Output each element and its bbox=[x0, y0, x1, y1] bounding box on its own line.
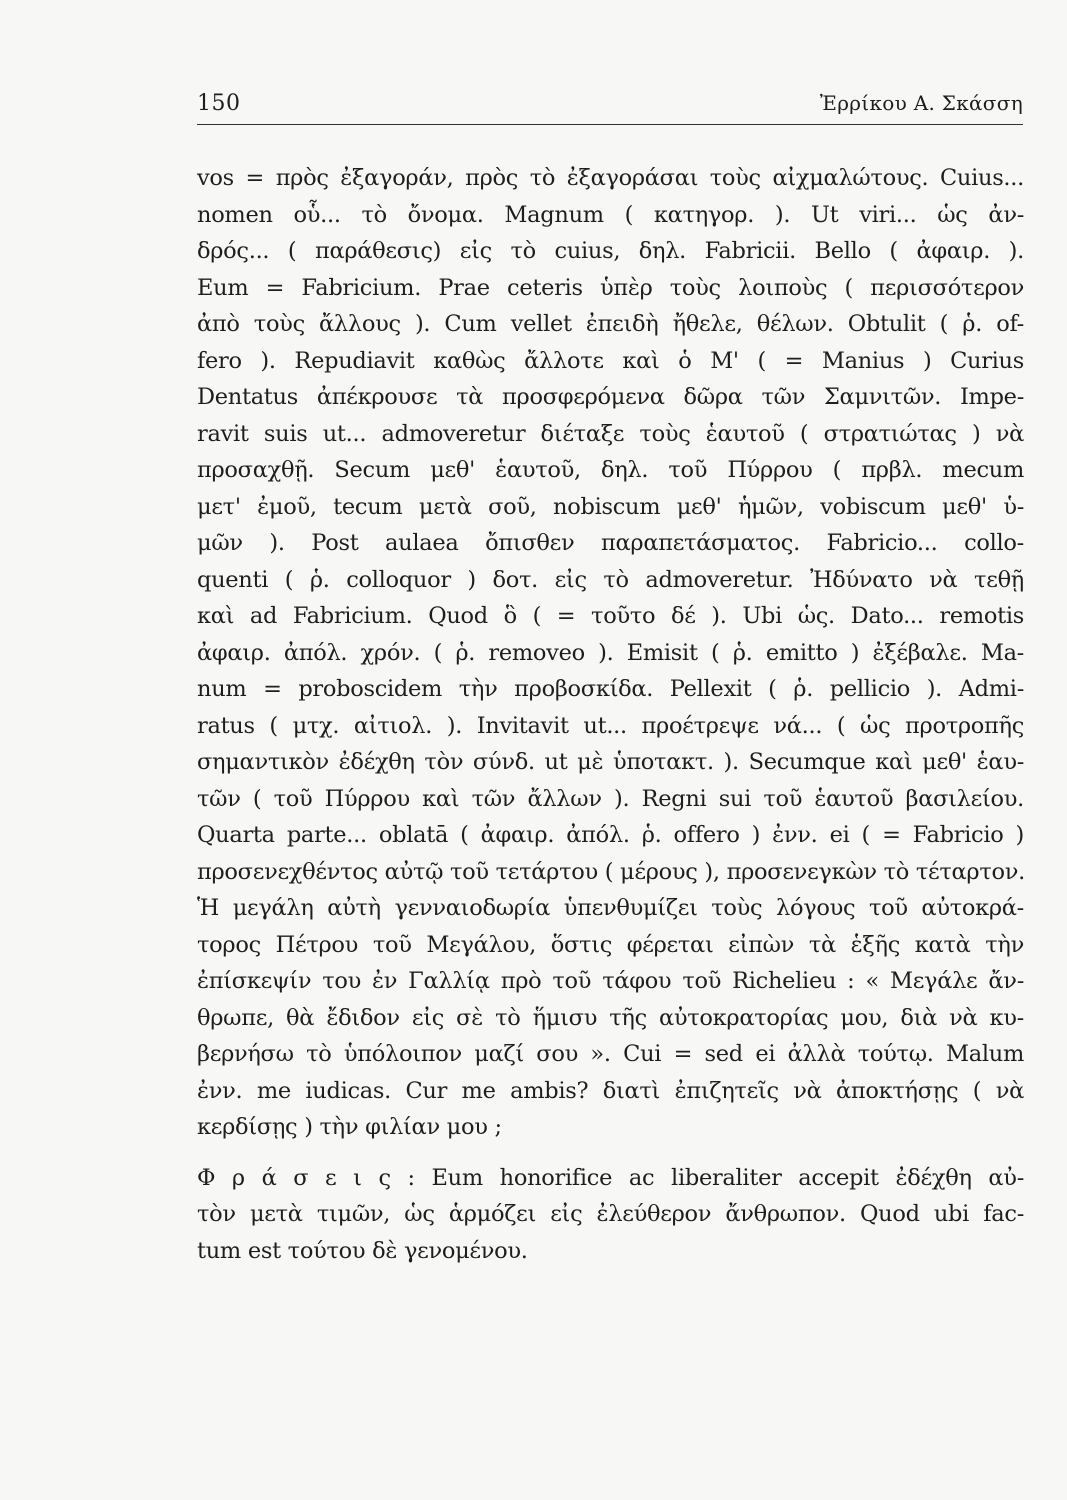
text-line: ἐνν. me iudicas. Cur me ambis? διατὶ ἐπιζητεῖς νὰ ἀποκτήσῃς ( νὰ bbox=[197, 1077, 1024, 1104]
text-line: προσενεχθέντος αὐτῷ τοῦ τετάρτου ( μέρους ), προσενεγκὼν τὸ τέταρτον. bbox=[197, 858, 1025, 885]
text-line: nomen οὗ... τὸ ὄνομα. Magnum ( κατηγορ. ). Ut viri... ὡς ἀν- bbox=[197, 201, 1024, 228]
text-line: δρός... ( παράθεσις) εἰς τὸ cuius, δηλ. Fabricii. Bello ( ἀφαιρ. ). bbox=[197, 238, 1024, 264]
text-line: Ἡ μεγάλη αὐτὴ γενναιοδωρία ὑπενθυμίζει τοὺς λόγους τοῦ αὐτοκρά- bbox=[197, 895, 1024, 921]
text-line: βερνήσω τὸ ὑπόλοιπον μαζί σου ». Cui = sed ei ἀλλὰ τούτῳ. Malum bbox=[197, 1041, 1024, 1067]
phrases-paragraph bbox=[197, 1160, 1024, 1270]
text-line: κερδίσῃς ) τὴν φιλίαν μου ; bbox=[197, 1114, 502, 1140]
text-line: Quarta parte... oblatā ( ἀφαιρ. ἀπόλ. ῥ. offero ) ἐνν. ei ( = Fabricio ) bbox=[197, 822, 1024, 848]
text-line: τορος Πέτρου τοῦ Μεγάλου, ὅστις φέρεται εἰπὼν τὰ ἑξῆς κατὰ τὴν bbox=[197, 931, 1024, 958]
text-line: vos = πρὸς ἐξαγοράν, πρὸς τὸ ἐξαγοράσαι τοὺς αἰχμαλώτους. Cuius... bbox=[197, 165, 1024, 191]
running-title: Ἐρρίκου Α. Σκάσση bbox=[819, 91, 1023, 115]
text-line: tum est τούτου δὲ γενομένου. bbox=[197, 1237, 528, 1264]
text-line: ἐπίσκεψίν του ἐν Γαλλίᾳ πρὸ τοῦ τάφου τοῦ Richelieu : « Μεγάλε ἄν- bbox=[197, 968, 1024, 994]
text-line: μῶν ). Post aulaea ὄπισθεν παραπετάσματος. Fabricio... collo- bbox=[197, 530, 1024, 556]
commentary-paragraph bbox=[197, 160, 1024, 1146]
text-line: ravit suis ut... admoveretur διέταξε τοὺς ἑαυτοῦ ( στρατιώτας ) νὰ bbox=[197, 420, 1024, 447]
text-line: προσαχθῇ. Secum μεθ' ἑαυτοῦ, δηλ. τοῦ Πύρρου ( πρβλ. mecum bbox=[197, 457, 1024, 483]
text-line: τὸν μετὰ τιμῶν, ὡς ἁρμόζει εἰς ἐλεύθερον ἄνθρωπον. Quod ubi fac- bbox=[197, 1201, 1024, 1227]
text-line: θρωπε, θὰ ἔδιδον εἰς σὲ τὸ ἥμισυ τῆς αὐτοκρατορίας μου, διὰ νὰ κυ- bbox=[197, 1004, 1024, 1031]
text-line: ἀπὸ τοὺς ἄλλους ). Cum vellet ἐπειδὴ ἤθελε, θέλων. Obtulit ( ῥ. of- bbox=[197, 311, 1024, 337]
text-line: num = proboscidem τὴν προβοσκίδα. Pellexit ( ῥ. pellicio ). Admi- bbox=[197, 676, 1024, 702]
page-number: 150 bbox=[197, 91, 241, 116]
text-line: καὶ ad Fabricium. Quod ὃ ( = τοῦτο δέ ). Ubi ὡς. Dato... remotis bbox=[197, 603, 1024, 629]
text-line: Dentatus ἀπέκρουσε τὰ προσφερόμενα δῶρα τῶν Σαμνιτῶν. Impe- bbox=[197, 384, 1024, 410]
text-line: σημαντικὸν ἐδέχθη τὸν σύνδ. ut μὲ ὑποτακτ. ). Secumque καὶ μεθ' ἑαυ- bbox=[197, 749, 1024, 775]
text-line: quenti ( ῥ. colloquor ) δοτ. εἰς τὸ admoveretur. Ἠδύνατο νὰ τεθῇ bbox=[197, 566, 1024, 593]
text-line: τῶν ( τοῦ Πύρρου καὶ τῶν ἄλλων ). Regni sui τοῦ ἑαυτοῦ βασιλείου. bbox=[197, 785, 1024, 812]
text-line: Φ ρ ά σ ε ι ς : Eum honorifice ac liberaliter accepit ἐδέχθη αὐ- bbox=[197, 1164, 1024, 1191]
text-line: Eum = Fabricium. Prae ceteris ὑπὲρ τοὺς λοιποὺς ( περισσότερον bbox=[197, 274, 1024, 301]
body-text bbox=[197, 160, 1024, 1269]
text-line: μετ' ἐμοῦ, tecum μετὰ σοῦ, nobiscum μεθ' ἡμῶν, vobiscum μεθ' ὑ- bbox=[197, 493, 1024, 520]
text-line: ἀφαιρ. ἀπόλ. χρόν. ( ῥ. removeo ). Emisit ( ῥ. emitto ) ἐξέβαλε. Ma- bbox=[197, 639, 1024, 666]
text-line: ratus ( μτχ. αἰτιολ. ). Invitavit ut... προέτρεψε νά... ( ὡς προτροπῆς bbox=[197, 712, 1024, 739]
text-line: fero ). Repudiavit καθὼς ἄλλοτε καὶ ὁ Μ' ( = Manius ) Curius bbox=[197, 347, 1024, 374]
header-rule bbox=[197, 124, 1023, 125]
paragraph-gap bbox=[197, 1146, 1024, 1160]
